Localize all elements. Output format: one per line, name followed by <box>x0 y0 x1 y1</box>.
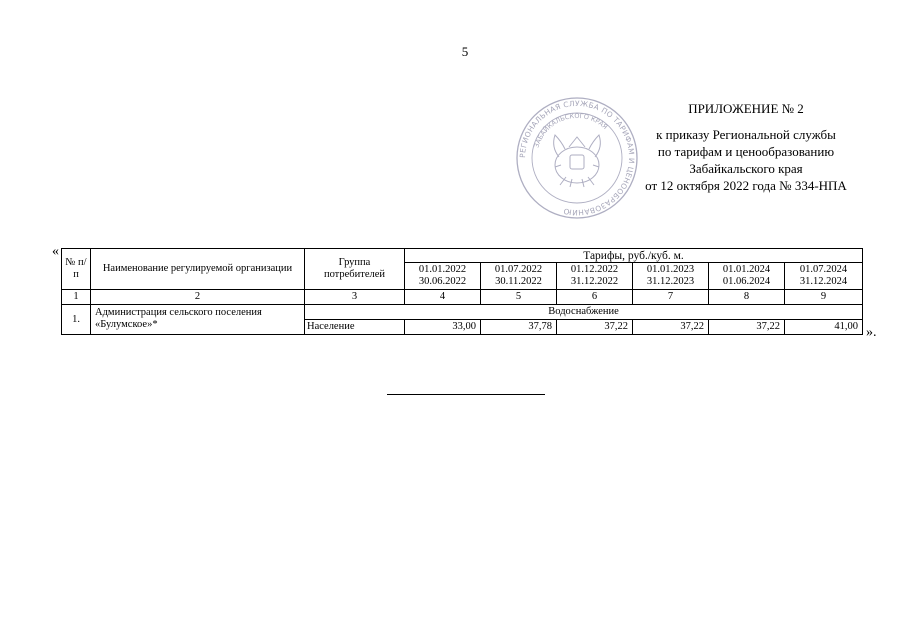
period-from: 01.01.2022 <box>418 264 467 275</box>
header-group: Группа потребителей <box>305 249 405 290</box>
period-cell <box>405 263 481 290</box>
seal-inner-text: ЗАБАЙКАЛЬСКОГО КРАЯ <box>532 111 610 149</box>
tariff-value: 37,22 <box>557 320 633 335</box>
period-to: 30.11.2022 <box>495 276 542 287</box>
tariff-value: 33,00 <box>405 320 481 335</box>
header-org: Наименование регулируемой организации <box>91 249 305 290</box>
period-to: 01.06.2024 <box>722 276 771 287</box>
appendix-title: ПРИЛОЖЕНИЕ № 2 <box>688 101 804 116</box>
column-number: 5 <box>481 290 557 305</box>
coat-of-arms-icon <box>554 135 601 187</box>
row-num: 1. <box>62 305 91 335</box>
opening-quote: « <box>52 244 59 259</box>
period-cell <box>633 263 709 290</box>
period-from: 01.07.2022 <box>494 264 543 275</box>
column-number: 9 <box>785 290 863 305</box>
tariff-value: 37,78 <box>481 320 557 335</box>
period-to: 31.12.2022 <box>570 276 619 287</box>
column-number: 1 <box>62 290 91 305</box>
period-from: 01.01.2024 <box>722 264 771 275</box>
page-number: 5 <box>461 44 469 59</box>
row-org: Администрация сельского поселения «Булумское»* <box>91 305 305 335</box>
tariff-value: 37,22 <box>633 320 709 335</box>
appendix-line: по тарифам и ценообразованию <box>657 144 835 159</box>
closing-quote: ». <box>866 325 877 340</box>
separator-line <box>387 394 545 395</box>
appendix-line: к приказу Региональной службы <box>656 127 836 142</box>
appendix-line: от 12 октября 2022 года № 334-НПА <box>645 178 847 193</box>
tariffs-table <box>61 248 863 335</box>
column-number: 7 <box>633 290 709 305</box>
header-tariffs: Тарифы, руб./куб. м. <box>405 249 863 263</box>
row-section: Водоснабжение <box>305 305 863 320</box>
period-from: 01.07.2024 <box>799 264 848 275</box>
column-number: 4 <box>405 290 481 305</box>
period-cell <box>481 263 557 290</box>
period-from: 01.01.2023 <box>646 264 695 275</box>
period-cell <box>709 263 785 290</box>
column-number: 3 <box>305 290 405 305</box>
period-to: 31.12.2024 <box>799 276 848 287</box>
period-to: 31.12.2023 <box>646 276 695 287</box>
row-group: Население <box>305 320 405 335</box>
column-number: 8 <box>709 290 785 305</box>
column-number: 2 <box>91 290 305 305</box>
column-number: 6 <box>557 290 633 305</box>
period-cell <box>785 263 863 290</box>
period-cell <box>557 263 633 290</box>
header-num: № п/п <box>62 249 91 290</box>
tariff-value: 41,00 <box>785 320 863 335</box>
period-from: 01.12.2022 <box>570 264 619 275</box>
tariff-value: 37,22 <box>709 320 785 335</box>
appendix-header <box>600 100 892 194</box>
table-row <box>62 305 863 320</box>
period-to: 30.06.2022 <box>418 276 467 287</box>
appendix-line: Забайкальского края <box>689 161 803 176</box>
seal-outer-text: РЕГИОНАЛЬНАЯ СЛУЖБА ПО ТАРИФАМ И ЦЕНООБРАЗОВАНИЮ <box>517 98 637 218</box>
